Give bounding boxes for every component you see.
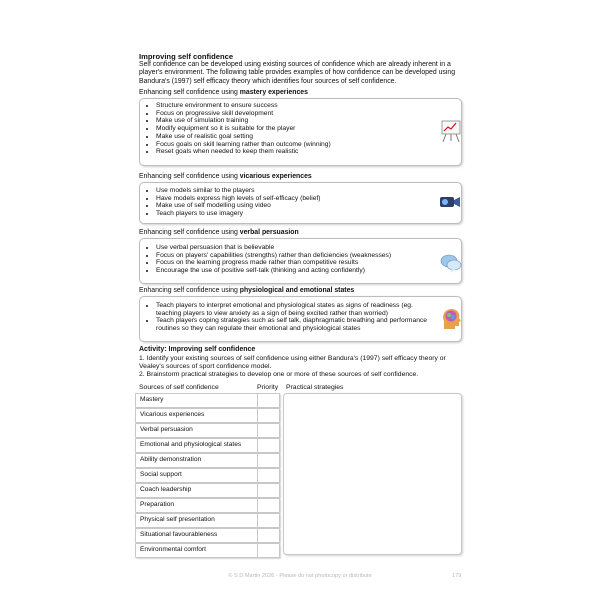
- source-row-emotional: Emotional and physiological states: [135, 438, 258, 453]
- intro-paragraph: Self confidence can be developed using existing sources of confidence which are already inherent in a player's environment. The following table provides examples of how confidence can be developed using Bandura's (1997) self efficacy theory which identifies four sources of self confidence.: [139, 61, 456, 85]
- list-item: • Make use of simulation training: [156, 117, 461, 125]
- activity-instructions: 1. Identify your existing sources of self confidence using either Bandura's (1997) self efficacy theory or Vealey's sources of sport confidence model. 2. Brainstorm practical strategies to develop one or more of these sources of self confidence.: [139, 355, 446, 379]
- list-item: • Teach players to use imagery: [156, 210, 461, 218]
- priority-field[interactable]: [257, 408, 280, 423]
- source-row-environmental: Environmental comfort: [135, 543, 258, 558]
- list-item: • Encourage the use of positive self-talk (thinking and acting confidently): [156, 267, 461, 275]
- list-item: • Teach players to interpret emotional and physiological states as signs of readiness (eg. teaching players to view anxiety as a sign of being excited rather than worried): [156, 302, 431, 317]
- section-box-vicarious: [139, 182, 462, 224]
- list-item: • Use models similar to the players: [156, 187, 461, 195]
- section-heading-mastery: Enhancing self confidence using mastery experiences: [139, 89, 308, 96]
- column-header-sources: Sources of self confidence: [139, 384, 219, 391]
- section-heading-physiological: Enhancing self confidence using physiological and emotional states: [139, 287, 355, 294]
- priority-field[interactable]: [257, 543, 280, 558]
- speech-bubbles-icon: [440, 253, 462, 273]
- priority-field[interactable]: [257, 423, 280, 438]
- list-item: • Reset goals when needed to keep them realistic: [156, 148, 461, 156]
- list-item: • Use verbal persuasion that is believable: [156, 244, 461, 252]
- list-item: • Focus on players' capabilities (strengths) rather than deficiencies (weaknesses): [156, 252, 461, 260]
- priority-field[interactable]: [257, 393, 280, 408]
- priority-field[interactable]: [257, 483, 280, 498]
- activity-title: Activity: Improving self confidence: [139, 346, 256, 353]
- source-row-vicarious: Vicarious experiences: [135, 408, 258, 423]
- list-item: • Focus on the learning progress made rather than competitive results: [156, 259, 461, 267]
- section-heading-vicarious: Enhancing self confidence using vicarious experiences: [139, 173, 312, 180]
- source-row-ability: Ability demonstration: [135, 453, 258, 468]
- section-heading-verbal: Enhancing self confidence using verbal persuasion: [139, 229, 299, 236]
- priority-field[interactable]: [257, 498, 280, 513]
- priority-field[interactable]: [257, 438, 280, 453]
- source-row-situational: Situational favourableness: [135, 528, 258, 543]
- section-box-verbal: [139, 238, 462, 284]
- list-item: • Make use of self modelling using video: [156, 202, 461, 210]
- list-item: • Focus goals on skill learning rather than outcome (winning): [156, 141, 461, 149]
- source-row-mastery: Mastery: [135, 393, 258, 408]
- priority-field[interactable]: [257, 513, 280, 528]
- column-header-strategies: Practical strategies: [286, 384, 344, 391]
- list-item: • Focus on progressive skill development: [156, 110, 461, 118]
- page-number: 179: [452, 573, 462, 579]
- source-row-social: Social support: [135, 468, 258, 483]
- priority-field[interactable]: [257, 468, 280, 483]
- list-item: • Teach players coping strategies such as self talk, diaphragmatic breathing and performance routines so they can regulate their emotional and physiological states: [156, 317, 431, 332]
- section-box-mastery: [139, 98, 462, 166]
- section-box-physiological: [139, 296, 462, 342]
- priority-field[interactable]: [257, 528, 280, 543]
- video-camera-icon: [439, 193, 461, 211]
- column-header-priority: Priority: [257, 384, 279, 391]
- source-row-coach: Coach leadership: [135, 483, 258, 498]
- presentation-easel-icon: [440, 119, 462, 143]
- list-item: • Make use of realistic goal setting: [156, 133, 461, 141]
- priority-field[interactable]: [257, 453, 280, 468]
- practical-strategies-area[interactable]: [283, 393, 462, 555]
- source-row-preparation: Preparation: [135, 498, 258, 513]
- brain-head-icon: [440, 307, 462, 331]
- footer-copyright: © S D Martin 2026 - Please do not photocopy or distribute: [228, 573, 372, 579]
- list-item: • Structure environment to ensure success: [156, 102, 461, 110]
- source-row-verbal: Verbal persuasion: [135, 423, 258, 438]
- list-item: • Have models express high levels of self-efficacy (belief): [156, 195, 461, 203]
- list-item: • Modify equipment so it is suitable for the player: [156, 125, 461, 133]
- page-title: Improving self confidence: [139, 52, 234, 61]
- source-row-physical: Physical self presentation: [135, 513, 258, 528]
